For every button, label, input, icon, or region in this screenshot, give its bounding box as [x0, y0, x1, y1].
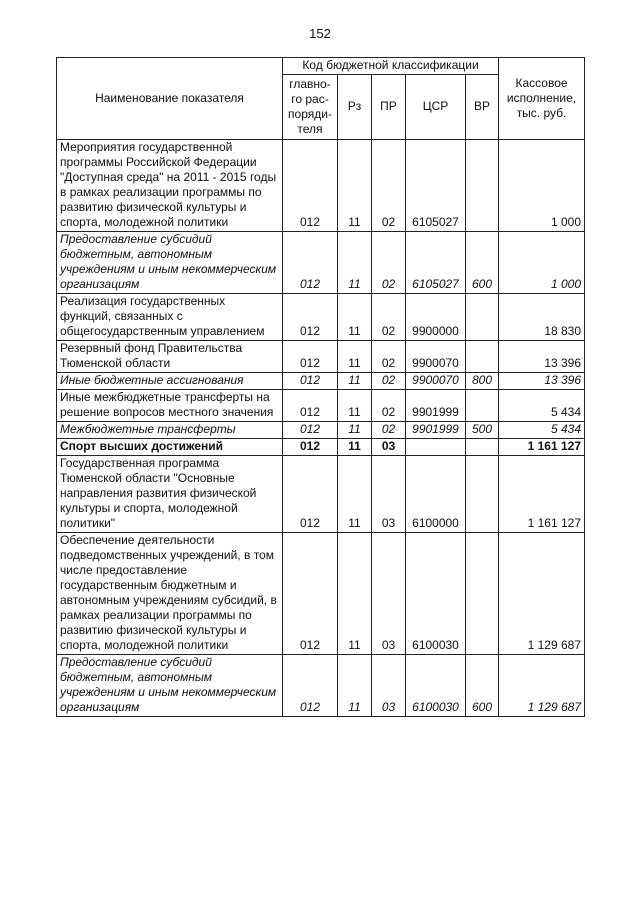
budget-table [56, 57, 585, 717]
cell-name: Спорт высших достижений [57, 439, 283, 456]
table-row [57, 341, 585, 373]
cell-vr [466, 533, 499, 655]
cell-grbs: 012 [283, 533, 338, 655]
cell-grbs: 012 [283, 341, 338, 373]
header-glavny: главно-го рас-поряди-теля [283, 75, 338, 140]
cell-csr: 6105027 [406, 232, 466, 294]
cell-pr: 03 [372, 655, 406, 717]
cell-name: Иные бюджетные ассигнования [57, 373, 283, 390]
cell-vr: 600 [466, 232, 499, 294]
cell-rz: 11 [338, 373, 372, 390]
cell-amount: 1 129 687 [499, 533, 585, 655]
cell-csr: 9900070 [406, 341, 466, 373]
cell-name: Резервный фонд Правительства Тюменской области [57, 341, 283, 373]
cell-amount: 1 000 [499, 140, 585, 232]
cell-grbs: 012 [283, 456, 338, 533]
cell-name: Реализация государственных функций, связанных с общегосударственным управлением [57, 294, 283, 341]
cell-amount: 1 161 127 [499, 456, 585, 533]
table-row [57, 439, 585, 456]
table-row [57, 390, 585, 422]
page-number: 152 [309, 26, 331, 41]
cell-pr: 02 [372, 294, 406, 341]
cell-vr [466, 294, 499, 341]
cell-rz: 11 [338, 422, 372, 439]
cell-amount: 5 434 [499, 422, 585, 439]
cell-name: Иные межбюджетные трансферты на решение вопросов местного значения [57, 390, 283, 422]
cell-pr: 02 [372, 232, 406, 294]
cell-rz: 11 [338, 294, 372, 341]
cell-grbs: 012 [283, 422, 338, 439]
table-row [57, 140, 585, 232]
cell-grbs: 012 [283, 373, 338, 390]
table-row [57, 232, 585, 294]
cell-grbs: 012 [283, 655, 338, 717]
cell-amount: 13 396 [499, 341, 585, 373]
cell-amount: 1 000 [499, 232, 585, 294]
cell-amount: 1 161 127 [499, 439, 585, 456]
cell-name: Межбюджетные трансферты [57, 422, 283, 439]
cell-pr: 02 [372, 422, 406, 439]
cell-grbs: 012 [283, 294, 338, 341]
cell-vr [466, 140, 499, 232]
cell-grbs: 012 [283, 232, 338, 294]
table-header [57, 58, 585, 140]
cell-amount: 1 129 687 [499, 655, 585, 717]
cell-csr: 9901999 [406, 422, 466, 439]
cell-grbs: 012 [283, 390, 338, 422]
cell-rz: 11 [338, 232, 372, 294]
header-rz: Рз [338, 75, 372, 140]
cell-csr [406, 439, 466, 456]
cell-pr: 02 [372, 341, 406, 373]
cell-rz: 11 [338, 456, 372, 533]
cell-pr: 02 [372, 390, 406, 422]
cell-name: Предоставление субсидий бюджетным, автономным учреждениям и иным некоммерческим организациям [57, 232, 283, 294]
cell-csr: 9900070 [406, 373, 466, 390]
cell-vr: 500 [466, 422, 499, 439]
cell-csr: 6105027 [406, 140, 466, 232]
table-row [57, 373, 585, 390]
cell-vr: 600 [466, 655, 499, 717]
cell-pr: 02 [372, 373, 406, 390]
cell-grbs: 012 [283, 439, 338, 456]
cell-name: Государственная программа Тюменской области "Основные направления развития физической культуры и спорта, молодежной политики" [57, 456, 283, 533]
cell-amount: 18 830 [499, 294, 585, 341]
cell-vr: 800 [466, 373, 499, 390]
table-row [57, 533, 585, 655]
cell-csr: 6100030 [406, 655, 466, 717]
cell-rz: 11 [338, 140, 372, 232]
cell-rz: 11 [338, 341, 372, 373]
cell-csr: 9901999 [406, 390, 466, 422]
table-row [57, 294, 585, 341]
header-code-group: Код бюджетной классификации [283, 58, 499, 75]
header-name: Наименование показателя [57, 58, 283, 140]
cell-pr: 03 [372, 533, 406, 655]
cell-vr [466, 341, 499, 373]
table-row [57, 422, 585, 439]
header-amount: Кассовое исполнение, тыс. руб. [499, 58, 585, 140]
header-vr: ВР [466, 75, 499, 140]
cell-pr: 02 [372, 140, 406, 232]
cell-rz: 11 [338, 439, 372, 456]
cell-amount: 13 396 [499, 373, 585, 390]
cell-csr: 6100000 [406, 456, 466, 533]
cell-amount: 5 434 [499, 390, 585, 422]
cell-vr [466, 390, 499, 422]
cell-name: Мероприятия государственной программы Российской Федерации "Доступная среда" на 2011 - 2015 годы в рамках реализации программы по развитию физической культуры и спорта, молодежной политики [57, 140, 283, 232]
cell-vr [466, 439, 499, 456]
header-csr: ЦСР [406, 75, 466, 140]
cell-pr: 03 [372, 456, 406, 533]
cell-name: Предоставление субсидий бюджетным, автономным учреждениям и иным некоммерческим организациям [57, 655, 283, 717]
cell-rz: 11 [338, 533, 372, 655]
header-pr: ПР [372, 75, 406, 140]
cell-rz: 11 [338, 655, 372, 717]
cell-grbs: 012 [283, 140, 338, 232]
cell-name: Обеспечение деятельности подведомственных учреждений, в том числе предоставление государственным бюджетным и автономным учреждениям субсидий, в рамках реализации программы по развитию физической культуры и спорта, молодежной политики [57, 533, 283, 655]
cell-pr: 03 [372, 439, 406, 456]
cell-csr: 6100030 [406, 533, 466, 655]
cell-csr: 9900000 [406, 294, 466, 341]
cell-vr [466, 456, 499, 533]
table-body [57, 140, 585, 717]
cell-rz: 11 [338, 390, 372, 422]
table-row [57, 655, 585, 717]
table-row [57, 456, 585, 533]
